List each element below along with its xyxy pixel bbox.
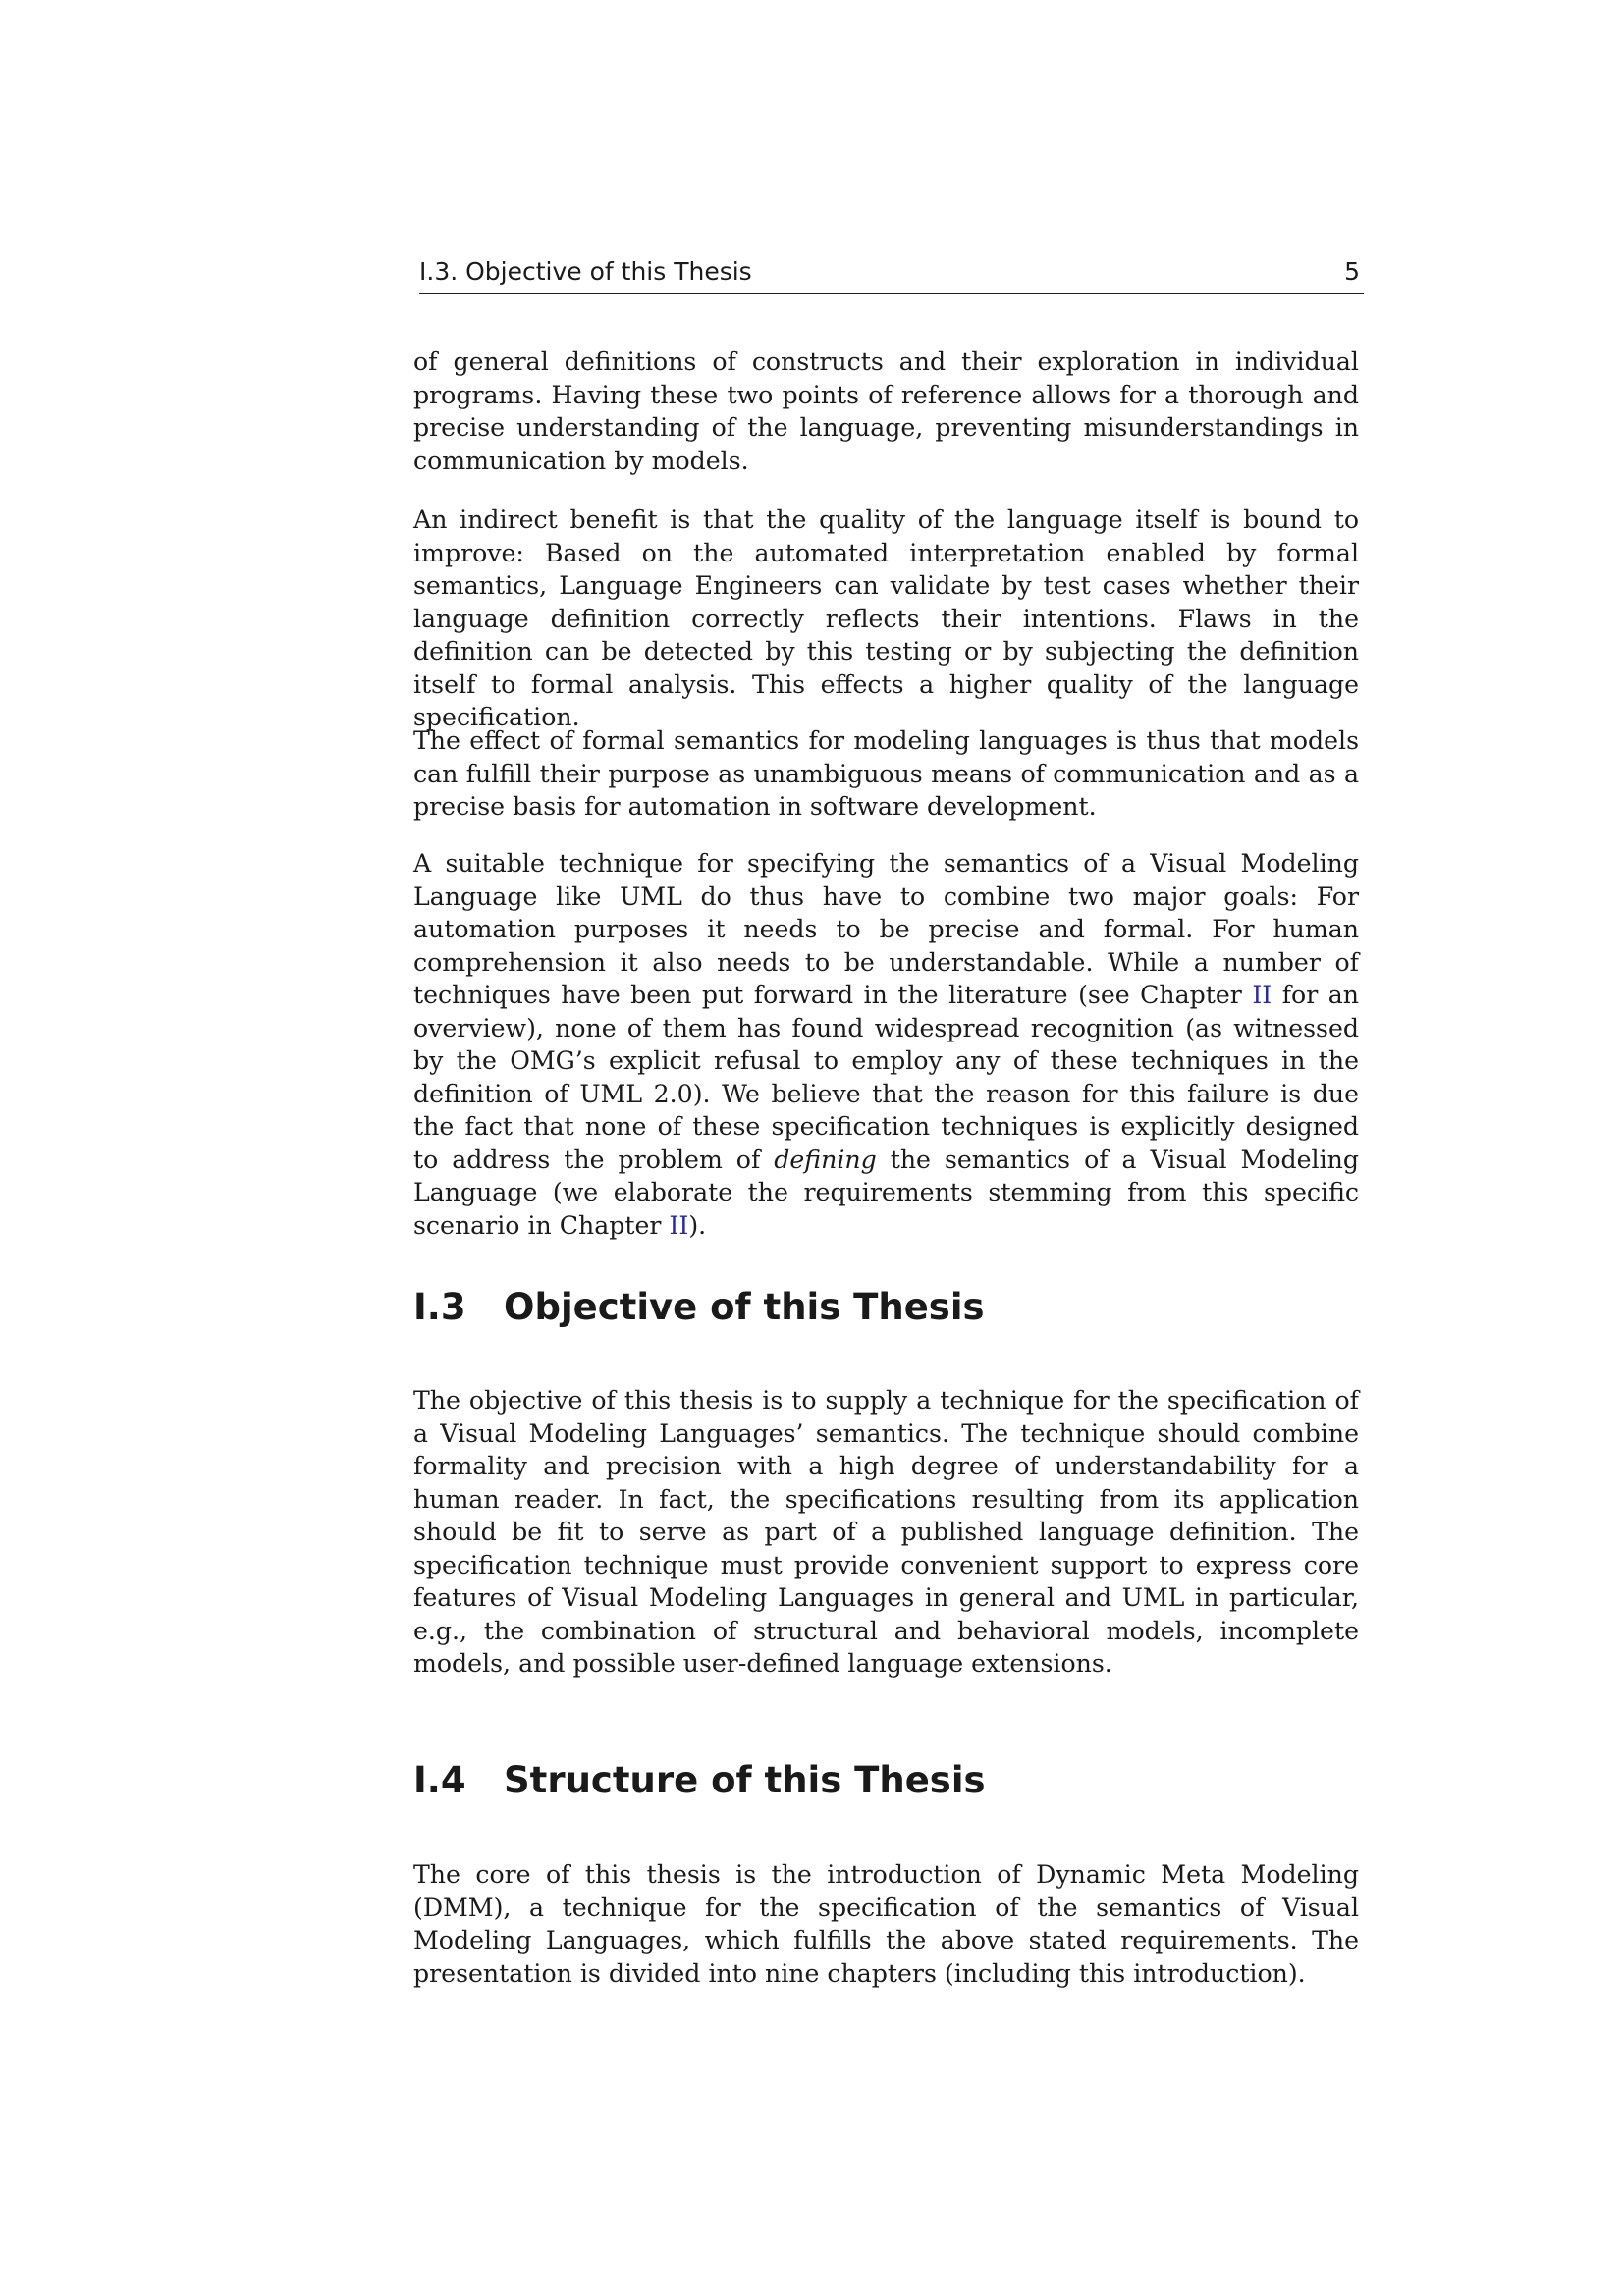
page-number: 5 xyxy=(1344,257,1360,286)
chapter-reference-link[interactable]: II xyxy=(1252,981,1272,1009)
paragraph-continuation: of general definitions of constructs and their exploration in individual programs. Having these two points of reference allows for a thorough and precise understanding of the language, preventing misunderstandings in communication by models. xyxy=(413,347,1359,475)
paragraph-text-4: ). xyxy=(688,1210,707,1240)
paragraph-objective: The objective of this thesis is to supply a technique for the specification of a Visual Modeling Languages’ semantics. The technique should combine formality and precision with a high degree of understandability for a human reader. In fact, the specifications resulting from its application should be fit to serve as part of a published language definition. The specification technique must provide convenient support to express core features of Visual Modeling Languages in general and UML in particular, e.g., the combination of structural and behavioral models, incomplete models, and possible user-defined language extensions. xyxy=(413,1386,1359,1678)
emphasized-word: defining xyxy=(774,1145,877,1174)
section-heading-objective xyxy=(413,1286,985,1329)
section-heading-structure xyxy=(413,1759,986,1802)
section-number: I.3 xyxy=(413,1286,466,1328)
paragraph-suitable-technique xyxy=(413,847,1359,1242)
paragraph-indirect-benefit: An indirect benefit is that the quality of the language itself is bound to improve: Based on the automated interpretation enabled by formal semantics, Language Engineers can validate by test cases whether their language definition correctly reflects their intentions. Flaws in the definition can be detected by this testing or by subjecting the definition itself to formal analysis. This effects a higher quality of the language specification. xyxy=(413,506,1359,731)
chapter-reference-link[interactable]: II xyxy=(669,1210,689,1240)
section-title: Objective of this Thesis xyxy=(504,1286,985,1328)
running-header-title: I.3. Objective of this Thesis xyxy=(419,257,752,286)
paragraph-text-3: the semantics of a Visual Modeling Language (we elaborate the requirements stemming from this specific scenario in Chapter xyxy=(413,1145,1359,1240)
paragraph-effect-formal-semantics: The effect of formal semantics for modeling languages is thus that models can fulfill their purpose as unambiguous means of communication and as a precise basis for automation in software development. xyxy=(413,726,1359,821)
section-number: I.4 xyxy=(413,1759,466,1801)
paragraph-structure: The core of this thesis is the introduction of Dynamic Meta Modeling (DMM), a technique for the specification of the semantics of Visual Modeling Languages, which fulfills the above stated requirements. The presentation is divided into nine chapters (including this introduction). xyxy=(413,1860,1359,1988)
section-title: Structure of this Thesis xyxy=(504,1759,986,1801)
paragraph-text-1: A suitable technique for specifying the semantics of a Visual Modeling Language like UML do thus have to combine two major goals: For automation purposes it needs to be precise and formal. For human comprehension it also needs to be understandable. While a number of techniques have been put forward in the literature (see Chapter xyxy=(413,849,1359,1009)
running-header xyxy=(419,257,1364,294)
paragraph-text-2: for an overview), none of them has found widespread recognition (as witnessed by the OMG’s explicit refusal to employ any of these techniques in the definition of UML 2.0). We believe that the reason for this failure is due the fact that none of these specification techniques is explicitly designed to address the problem of xyxy=(413,981,1359,1174)
